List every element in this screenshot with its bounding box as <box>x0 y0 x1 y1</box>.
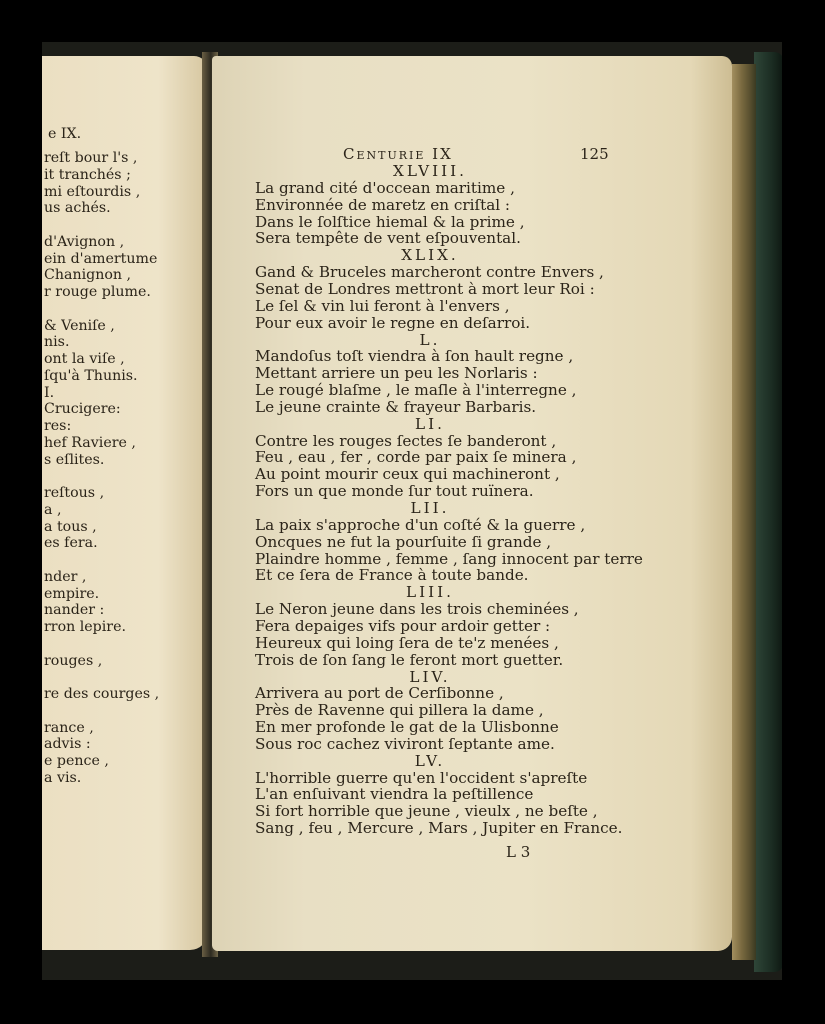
left-page-line: ein d'amertume <box>44 250 158 267</box>
verse-line: L'an enſuivant viendra la peſtillence <box>255 785 534 804</box>
verse-line: Sang , feu , Mercure , Mars , Jupiter en France. <box>255 819 623 838</box>
left-page-line: a vis. <box>44 769 82 786</box>
quatrain-numeral: LV. <box>414 751 446 770</box>
left-page-line: rouges , <box>44 652 103 669</box>
quatrain-numeral: XLIX. <box>401 246 459 265</box>
verse-line: Plaindre homme , femme , ſang innocent par terre <box>255 549 643 568</box>
quatrain-numeral: LI. <box>415 414 445 433</box>
signature-mark: L 3 <box>506 843 531 861</box>
left-page-line: nander : <box>44 602 105 619</box>
left-page-line: it tranchés ; <box>44 166 131 183</box>
left-page-line: Crucigere: <box>44 401 121 418</box>
left-page-line: empire. <box>44 585 100 602</box>
verse-line: Environnée de maretz en criſtal : <box>255 195 511 214</box>
page-number: 125 <box>580 145 609 163</box>
running-title: Centurie IX <box>343 145 453 163</box>
left-page-line: hef Raviere , <box>44 434 136 451</box>
left-page-line: e pence , <box>44 753 109 769</box>
quatrain-numeral: L. <box>419 330 441 349</box>
left-page-line: ont la viſe , <box>44 351 125 367</box>
left-page-line: rron lepire. <box>44 619 126 635</box>
quatrain-numeral: LIV. <box>409 667 451 686</box>
verse-line: Le jeune crainte & frayeur Barbaris. <box>255 397 537 416</box>
left-page-line: s eſlites. <box>44 451 105 468</box>
verse-line: Trois de ſon ſang le feront mort guetter. <box>255 650 564 669</box>
left-page-line: a tous , <box>44 518 97 535</box>
left-page-line: advis : <box>44 736 91 753</box>
left-page-line: rance , <box>44 719 94 736</box>
left-page <box>42 56 208 950</box>
verse-line: En mer profonde le gat de la Ulisbonne <box>255 718 559 737</box>
verse-line: L'horrible guerre qu'en l'occident s'apreſte <box>255 768 588 787</box>
left-page-line: res: <box>44 418 72 434</box>
book-photograph <box>42 42 782 980</box>
left-page-line: & Veniſe , <box>44 317 115 334</box>
verse-line: La paix s'approche d'un coſté & la guerre , <box>255 515 586 534</box>
verse-line: Senat de Londres mettront à mort leur Roi : <box>255 279 595 298</box>
verse-line: Heureux qui loing ſera de te'z menées , <box>255 633 559 652</box>
verse-line: Contre les rouges ſectes ſe banderont , <box>255 431 557 450</box>
quatrain-numeral: XLVIII. <box>393 162 467 180</box>
left-page-line: a , <box>44 501 62 518</box>
left-page-line: I. <box>44 384 55 401</box>
left-page-line: reſtous , <box>44 485 105 501</box>
left-page-line: us achés. <box>44 200 111 217</box>
verse-line: Mettant arriere un peu les Norlaris : <box>255 364 538 383</box>
left-page-line: nis. <box>44 334 70 351</box>
page-edges <box>732 64 756 960</box>
quatrain-numeral: LIII. <box>406 583 454 602</box>
left-page-line: d'Avignon , <box>44 233 125 250</box>
verse-line: Au point mourir ceux qui machineront , <box>255 465 560 484</box>
verse-line: Dans le ſolſtice hiemal & la prime , <box>255 212 525 231</box>
verse-line: Arrivera au port de Cerſibonne , <box>255 684 504 703</box>
verse-line: Le Neron jeune dans les trois cheminées , <box>255 600 579 619</box>
verse-line: Le ſel & vin lui feront à l'envers , <box>255 296 510 315</box>
right-page <box>212 56 732 951</box>
verse-line: Si fort horrible que jeune , vieulx , ne beſte , <box>255 802 598 821</box>
left-page-line: mi eſtourdis , <box>44 183 141 200</box>
verse-line: Près de Ravenne qui pillera la dame , <box>255 701 544 720</box>
left-page-header: e IX. <box>48 126 82 142</box>
verse-line: Fera depaiges vifs pour ardoir getter : <box>255 616 551 635</box>
left-page-line: Chanignon , <box>44 267 132 284</box>
verse-line: Pour eux avoir le regne en deſarroi. <box>255 313 531 332</box>
verse-line: Sera tempête de vent eſpouvental. <box>255 229 521 248</box>
quatrain-numeral: LII. <box>410 499 450 517</box>
book-cover-edge <box>754 52 782 972</box>
left-page-line: ſqu'à Thunis. <box>44 367 138 384</box>
left-page-line: reſt bour l's , <box>44 150 138 166</box>
verse-line: Gand & Bruceles marcheront contre Envers , <box>255 263 604 282</box>
left-page-line: es fera. <box>44 535 98 552</box>
verse-line: Sous roc cachez viviront ſeptante ame. <box>255 734 555 753</box>
verse-line: Et ce ſera de France à toute bande. <box>255 566 529 585</box>
verse-line: Feu , eau , fer , corde par paix ſe minera , <box>255 448 577 467</box>
verse-line: Le rougé blaſme , le maſle à l'interregne , <box>255 381 577 400</box>
verse-line: Oncques ne fut la pourſuite ſi grande , <box>255 532 552 551</box>
left-page-line: r rouge plume. <box>44 284 151 300</box>
left-page-line: re des courges , <box>44 686 160 702</box>
verse-line: Fors un que monde ſur tout ruïnera. <box>255 482 534 501</box>
left-page-line: nder , <box>44 568 87 585</box>
verse-line: Mandoſus toſt viendra à ſon hault regne , <box>255 347 574 366</box>
verse-line: La grand cité d'occean maritime , <box>255 178 515 197</box>
